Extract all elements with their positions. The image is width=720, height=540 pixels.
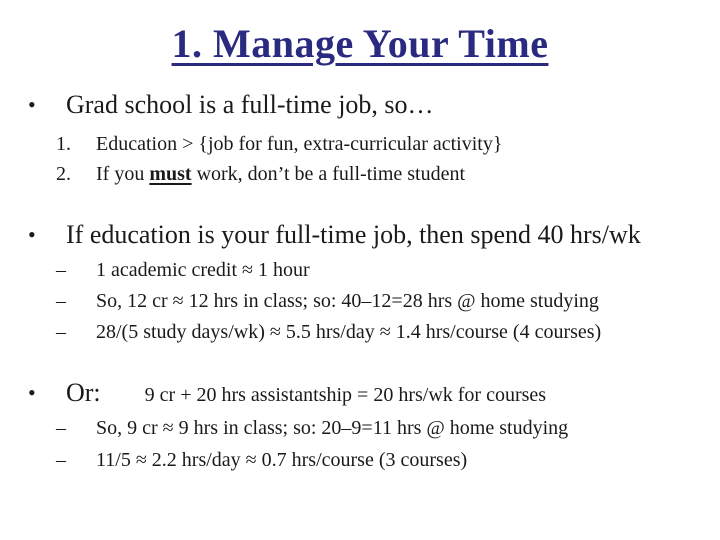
subitem-text-before: If you <box>96 163 150 185</box>
subitem-text: So, 9 cr ≈ 9 hrs in class; so: 20–9=11 hrs @ home studying <box>96 417 569 439</box>
subitem-text: So, 12 cr ≈ 12 hrs in class; so: 40–12=28 hrs @ home studying <box>96 290 599 312</box>
bullet-dot: • <box>28 222 36 247</box>
subitem-text: 28/(5 study days/wk) ≈ 5.5 hrs/day ≈ 1.4 hrs/course (4 courses) <box>96 321 602 343</box>
slide-title: 1. Manage Your Time <box>171 21 549 66</box>
subitem-text: 1 academic credit ≈ 1 hour <box>96 259 310 281</box>
bullet-1-text: Grad school is a full-time job, so… <box>66 90 434 119</box>
emphasis-must: must <box>149 163 192 185</box>
subitem-marker: – <box>56 417 66 439</box>
subitem-marker: – <box>56 259 66 281</box>
subitem-marker: – <box>56 290 66 312</box>
bullet-3-inline-note: 9 cr + 20 hrs assistantship = 20 hrs/wk for courses <box>144 384 547 406</box>
bullet-dot: • <box>28 380 36 405</box>
subitem-text <box>96 162 465 186</box>
subitem-text: Education > {job for fun, extra-curricular activity} <box>96 133 503 155</box>
subitem-marker: – <box>56 449 66 471</box>
subitem-text: 11/5 ≈ 2.2 hrs/day ≈ 0.7 hrs/course (3 courses) <box>96 449 468 471</box>
bullet-dot: • <box>28 92 36 117</box>
subitem-marker: 1. <box>56 133 71 155</box>
subitem-text-after: work, don’t be a full-time student <box>191 163 466 185</box>
subitem-marker: 2. <box>56 163 71 185</box>
bullet-3-text <box>66 378 546 410</box>
bullet-2-text: If education is your full-time job, then spend 40 hrs/wk <box>66 220 641 249</box>
subitem-marker: – <box>56 321 66 343</box>
bullet-3-label: Or: <box>66 378 101 407</box>
